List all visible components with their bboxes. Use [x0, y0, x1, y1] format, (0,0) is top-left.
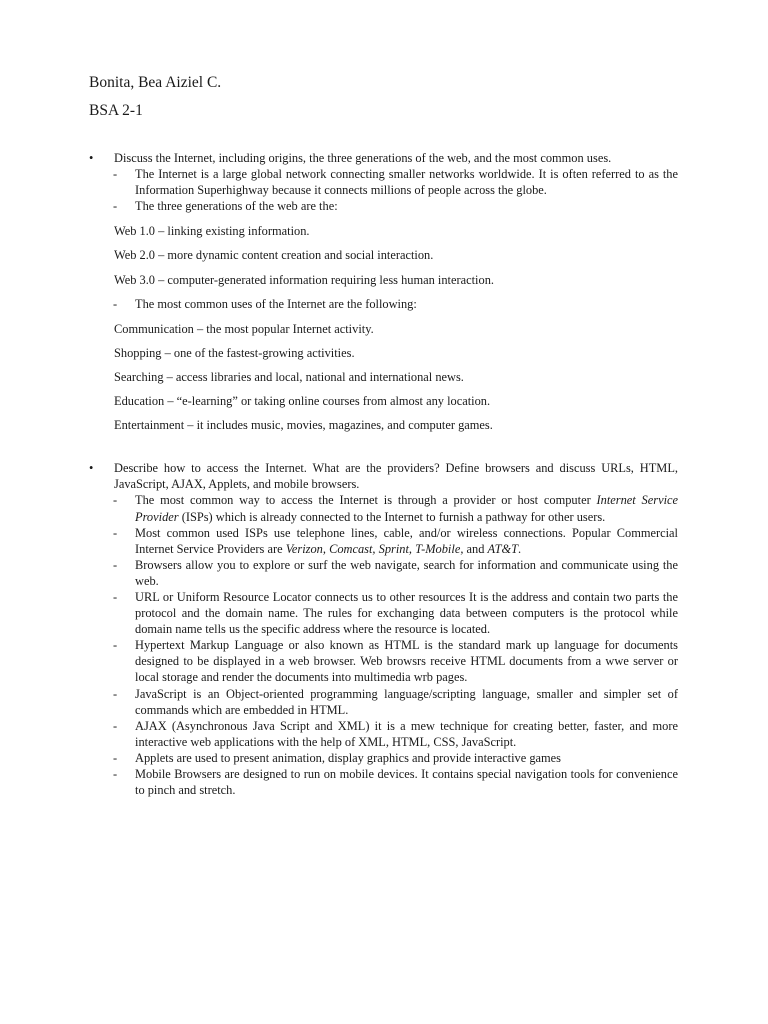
dash-icon: -	[113, 767, 118, 781]
answer-item	[89, 637, 678, 685]
answer-text: and	[463, 541, 488, 556]
dash-icon: -	[113, 718, 118, 733]
answer-text: Applets are used to present animation, display graphics and provide interactive games	[135, 750, 561, 765]
answer-text: Mobile Browsers are designed to run on mobile devices. It contains special navigation tools for convenience to pinch and stretch.	[135, 767, 678, 798]
student-name: Bonita, Bea Aiziel C.	[89, 74, 222, 91]
question-1-text: Discuss the Internet, including origins, the three generations of the web, and the most common uses.	[114, 151, 612, 165]
answer-item	[89, 589, 678, 637]
web-generation-line: Web 2.0 – more dynamic content creation and social interaction.	[114, 248, 434, 263]
dash-icon: -	[113, 638, 118, 653]
answer-text: The most common uses of the Internet are the following:	[135, 296, 417, 311]
answer-text: .	[518, 541, 522, 556]
dash-icon: -	[113, 686, 118, 701]
bullet-icon: •	[89, 151, 94, 165]
answer-item	[89, 525, 678, 557]
internet-use-line: Education – “e-learning” or taking online courses from almost any location.	[114, 394, 491, 409]
answer-text: Most common used ISPs use telephone lines, cable, and/or wireless connections. Popular Commercial Internet Service Providers are	[135, 525, 678, 556]
internet-use-line: Communication – the most popular Internet activity.	[114, 321, 374, 336]
web-generation-line: Web 1.0 – linking existing information.	[114, 224, 310, 239]
answer-item	[89, 766, 678, 798]
document-body	[89, 150, 678, 798]
web-generation-line: Web 3.0 – computer-generated information requiring less human interaction.	[114, 272, 494, 287]
answer-text: Browsers allow you to explore or surf the web navigate, search for information and communicate using the web.	[135, 557, 678, 588]
dash-icon: -	[113, 167, 118, 182]
answer-text: Hypertext Markup Language or also known as HTML is the standard mark up language for documents designed to be displayed in a web browser. Web browsrs receive HTML documents from a wwe server or local storage and render the documents into multimedia wrb pages.	[135, 638, 678, 685]
answer-item	[89, 166, 678, 198]
answer-text: The three generations of the web are the:	[135, 199, 338, 214]
internet-use-line: Searching – access libraries and local, national and international news.	[114, 369, 464, 384]
internet-use-line: Shopping – one of the fastest-growing activities.	[114, 345, 355, 360]
answer-text: URL or Uniform Resource Locator connects us to other resources It is the address and contain two parts the protocol and the domain name. The rules for exchanging data between computers is the protocol while domain name tells us the specific address where the resource is located.	[135, 589, 678, 637]
question-2	[89, 460, 678, 492]
dash-icon: -	[113, 296, 118, 311]
dash-icon: -	[113, 750, 118, 765]
question-1	[89, 150, 678, 166]
answer-item	[89, 686, 678, 718]
answer-text: The Internet is a large global network connecting smaller networks worldwide. It is often referred to as the Information Superhighway because it connects millions of people across the globe.	[135, 167, 678, 198]
document-header	[89, 74, 221, 120]
answer-item	[89, 718, 678, 750]
dash-icon: -	[113, 525, 118, 540]
provider-names: AT&T	[487, 541, 519, 556]
answer-text: AJAX (Asynchronous Java Script and XML) it is a mew technique for creating better, faster, and more interactive web applications with the help of XML, HTML, CSS, JavaScript.	[135, 718, 678, 749]
answer-text: (ISPs) which is already connected to the Internet to furnish a pathway for other users.	[178, 509, 606, 524]
dash-icon: -	[113, 493, 118, 508]
answer-item	[89, 296, 678, 312]
answer-text: The most common way to access the Internet is through a provider or host computer	[135, 493, 597, 508]
answer-text: JavaScript is an Object-oriented programming language/scripting language, smaller and simpler set of commands which are embedded in HTML.	[135, 686, 678, 717]
dash-icon: -	[113, 589, 118, 604]
answer-item	[89, 198, 678, 214]
course-section: BSA 2-1	[89, 102, 143, 119]
internet-use-line: Entertainment – it includes music, movies, magazines, and computer games.	[114, 418, 493, 433]
question-2-text: Describe how to access the Internet. What are the providers? Define browsers and discuss URLs, HTML, JavaScript, AJAX, Applets, and mobile browsers.	[114, 461, 678, 492]
answer-item	[89, 492, 678, 524]
provider-names: Verizon, Comcast, Sprint, T-Mobile,	[285, 541, 464, 556]
bullet-icon: •	[89, 461, 94, 476]
dash-icon: -	[113, 199, 118, 214]
answer-item	[89, 557, 678, 589]
dash-icon: -	[113, 557, 118, 572]
answer-item	[89, 750, 678, 766]
isp-term: Internet Service Provider	[135, 493, 679, 524]
